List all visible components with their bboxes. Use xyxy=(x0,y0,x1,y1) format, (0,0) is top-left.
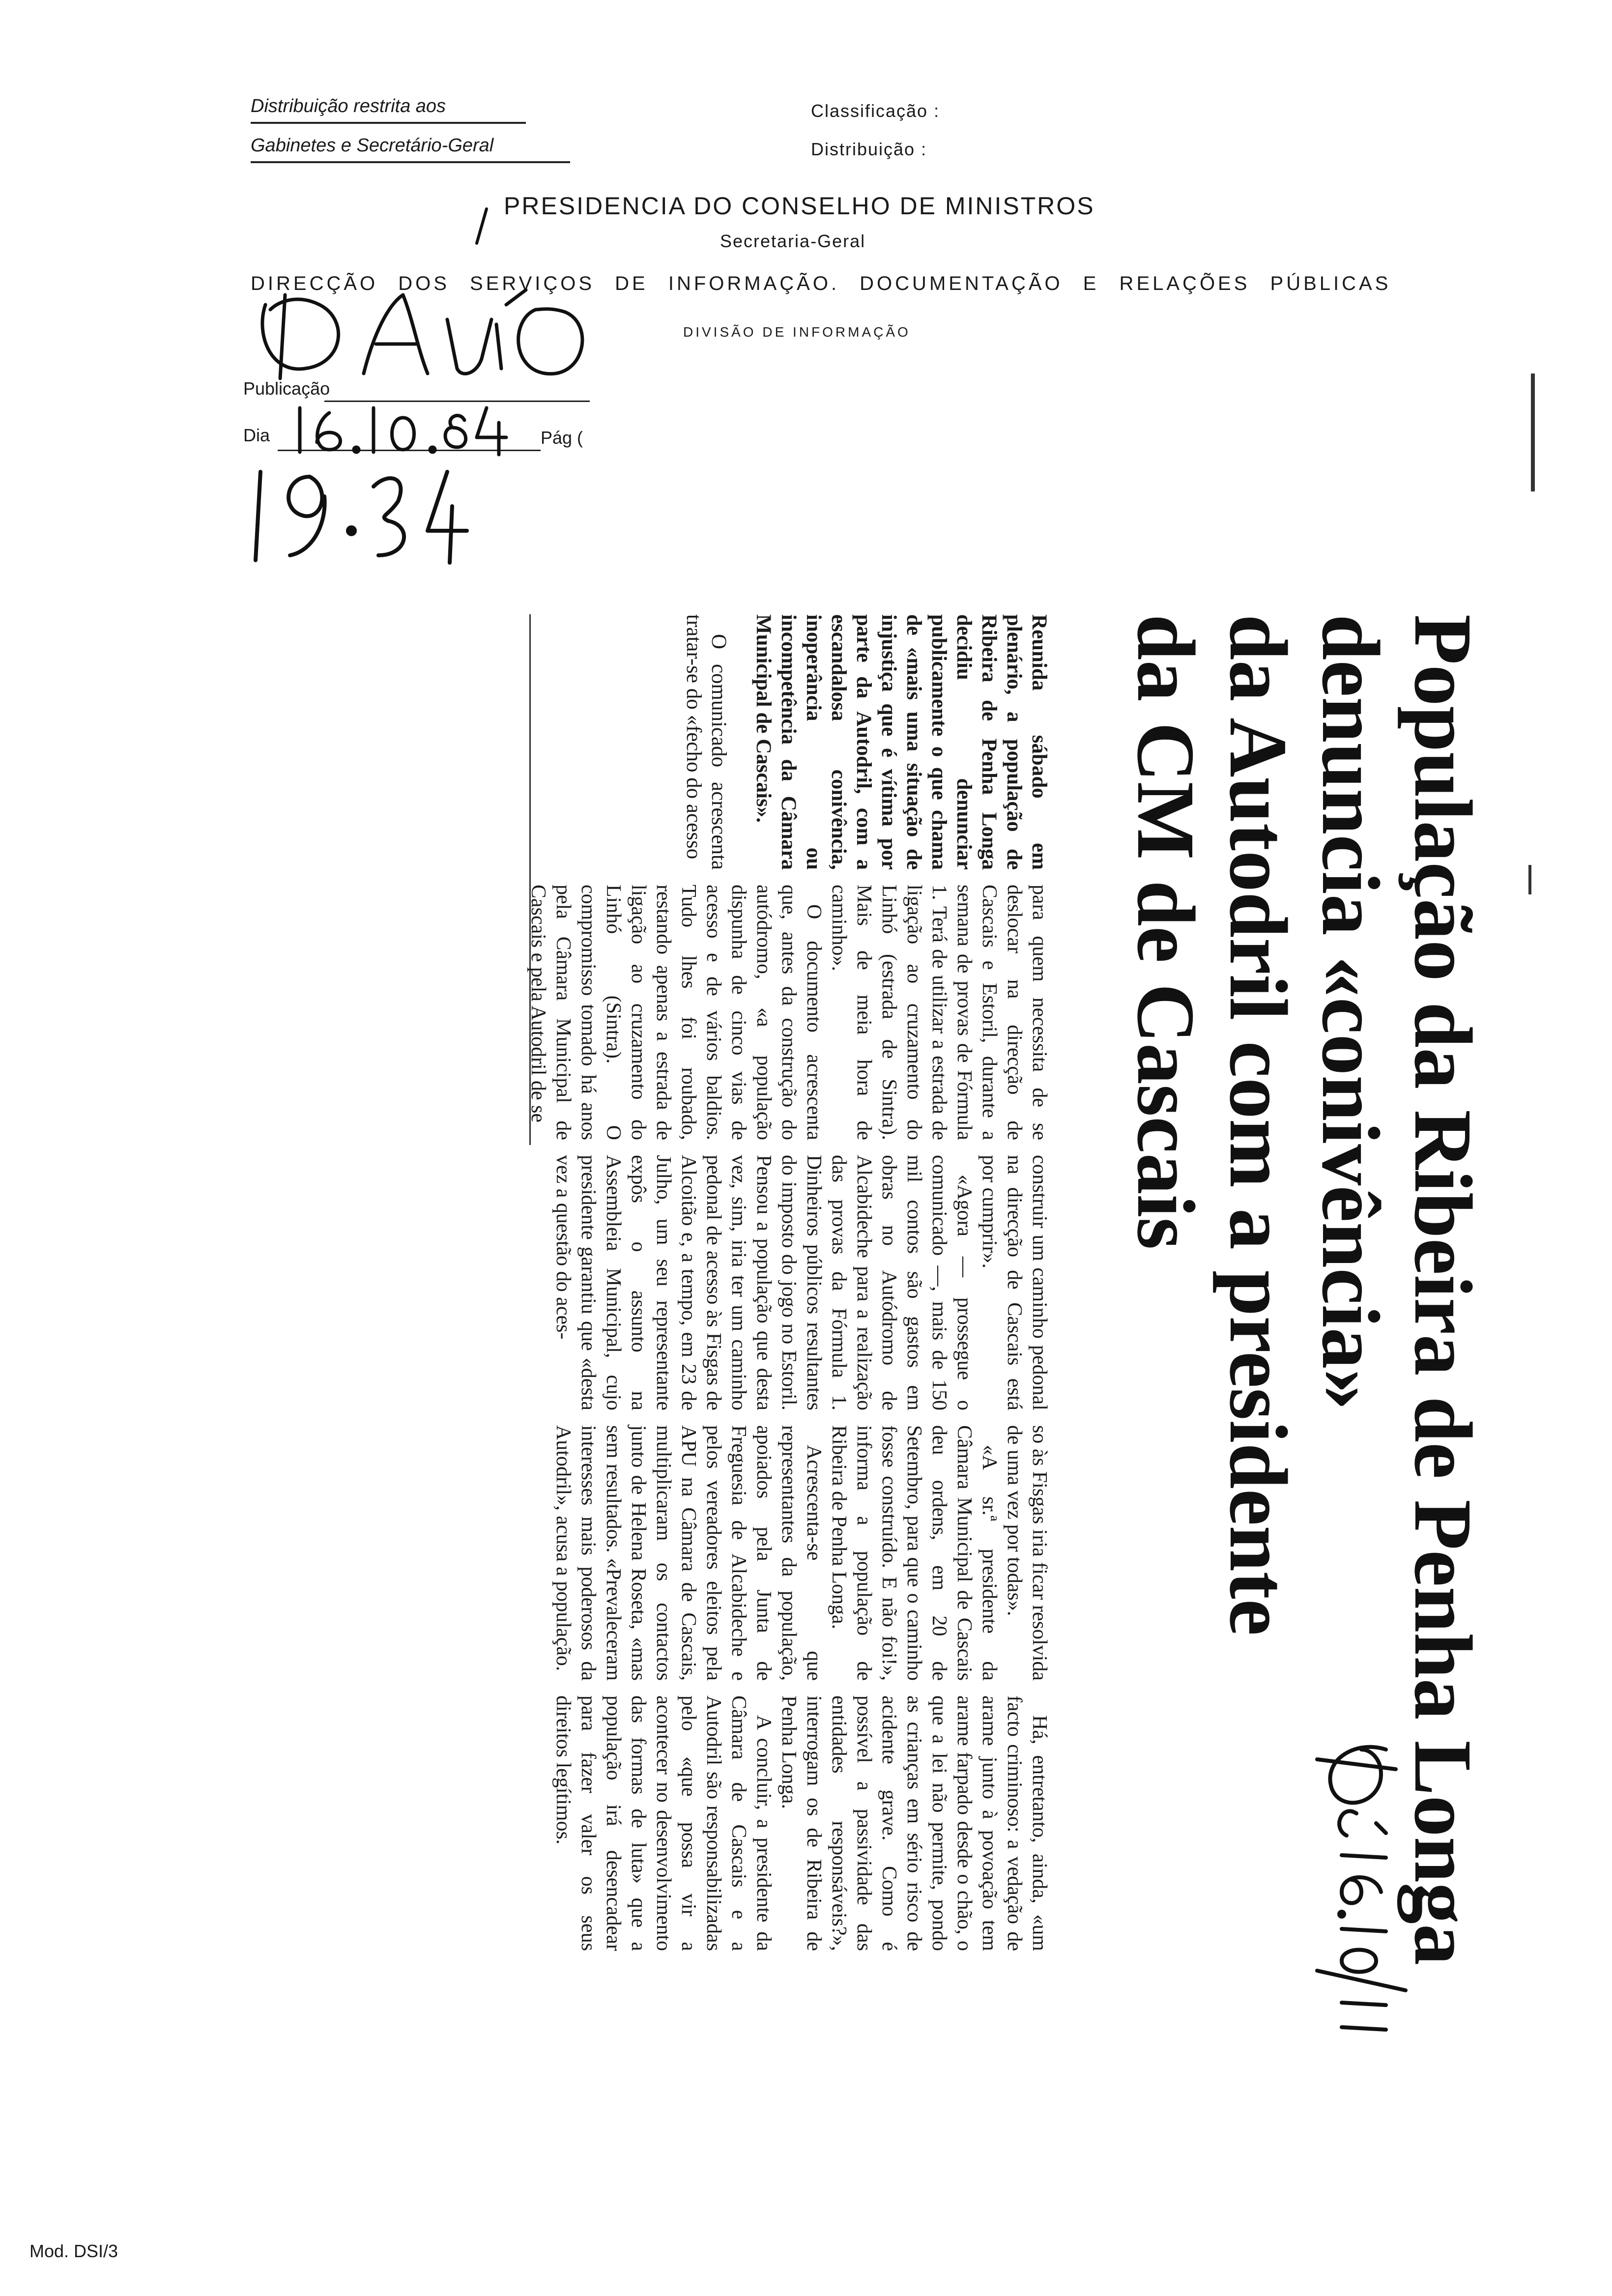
article-column-4 xyxy=(550,1425,1052,1681)
headline-line-4: da CM de Cascais xyxy=(1120,614,1211,1250)
article-paragraph: «A sr.ª presidente da Câmara Municipal de Cascais deu ordens, em 20 de Setembro, para que o caminho fosse construído. E não foi!», informa a população de Ribeira de Penha Longa. xyxy=(828,1425,1001,1681)
handwritten-number-icon xyxy=(241,457,472,570)
article-headline xyxy=(1120,614,1489,1965)
directorate-label: DIRECÇÃO DOS SERVIÇOS DE INFORMAÇÃO. DOCUMENTAÇÃO E RELAÇÕES PÚBLICAS xyxy=(251,273,1391,294)
article-lead: Reunida sábado em plenário, a população de Ribeira de Penha Longa decidiu denunciar publicamente o que chama de «mais uma situação de injustiça que é vítima por parte da Autodril, com a escandalosa conivência, inoperância ou incompetência da Câmara Municipal de Cascais». xyxy=(752,614,1051,870)
article-column-2 xyxy=(525,885,1052,1140)
article-paragraph: O documento acrescenta que, antes da construção do autódromo, «a população dispunha de cinco vias de acesso e de vários baldios. Tudo lhes foi roubado, restando apenas a estrada de ligação ao cruzamento do Linhó (Sintra). O compromisso tomado há anos pela Câmara Municipal de Cascais e pela Autodril de se xyxy=(527,885,825,1140)
headline-line-3: da Autodril com a presidente xyxy=(1212,614,1304,1636)
handwritten-date-icon xyxy=(290,398,536,457)
article-column-5 xyxy=(550,1695,1052,1951)
margin-mark xyxy=(1528,865,1531,894)
handwritten-publication-name-icon xyxy=(251,275,624,388)
article-column-3 xyxy=(550,1155,1052,1410)
distribution-recipients-line: Gabinetes e Secretário-Geral xyxy=(251,135,570,163)
article-paragraph: A concluir, a presidente da Câmara de Cascais e a Autodril são responsabilizadas pelo «que possa vir a acontecer no desenvolvimento das formas de luta» que a população irá desencadear para fazer valer os seus direitos legítimos. xyxy=(552,1695,775,1951)
headline-line-2: denuncia «conivência» xyxy=(1305,614,1396,1410)
article-paragraph: para quem necessita de se deslocar na direcção de Cascais e Estoril, durante a semana de provas de Fórmula 1. Terá de utilizar a estrada de ligação ao cruzamento do Linhó (estrada de Sintra). Mais de meia hora de caminho». xyxy=(828,885,1051,1140)
distribution-restriction-line: Distribuição restrita aos xyxy=(251,96,526,124)
article-paragraph: construir um caminho pedonal na direcção de Cascais está por cumprir». xyxy=(978,1155,1051,1410)
classification-label: Classificação : xyxy=(811,101,940,121)
division-label: DIVISÃO DE INFORMAÇÃO xyxy=(683,324,911,340)
page-label: Pág ( xyxy=(541,428,583,448)
publication-label: Publicação xyxy=(243,378,330,399)
secretariat-label: Secretaria-Geral xyxy=(720,231,866,251)
form-code: Mod. DSI/3 xyxy=(29,2241,118,2261)
article-paragraph: O comunicado acrescenta tratar-se do «fecho do acesso xyxy=(682,614,730,870)
handwritten-annotation-icon xyxy=(1312,1730,1415,2049)
article-paragraph: Há, entretanto, ainda, «um facto criminoso: a vedação de arame junto à povoação tem arame farpado desde o chão, o que a lei não permite, pondo as crianças em sério risco de acidente grave. Como é possível a passividade das entidades responsáveis?», interrogam os de Ribeira de Penha Longa. xyxy=(777,1695,1051,1951)
article-paragraph: so às Fisgas iria ficar resolvida de uma vez por todas». xyxy=(1003,1425,1051,1681)
day-label: Dia xyxy=(243,425,270,445)
organization-title: PRESIDENCIA DO CONSELHO DE MINISTROS xyxy=(504,192,1095,220)
headline-line-1: População da Ribeira de Penha Longa xyxy=(1397,614,1489,1965)
distribution-label: Distribuição : xyxy=(811,139,927,159)
handwritten-mark-icon xyxy=(467,206,496,246)
newspaper-article xyxy=(467,575,1489,2261)
article-column-1 xyxy=(681,614,1052,870)
article-paragraph: Acrescenta-se que representantes da população, apoiados pela Junta de Freguesia de Alcabideche e pelos vereadores eleitos pela APU na Câmara de Cascais, multiplicaram os contactos junto de Helena Roseta, «mas sem resultados. «Prevaleceram interesses mais poderosos da Autodril», acusa a população. xyxy=(552,1425,825,1681)
article-paragraph: «Agora — prossegue o comunicado —, mais de 150 mil contos são gastos em obras no Autódromo de Alcabideche para a realização das provas da Fórmula 1. Dinheiros públicos resultantes do imposto do jogo no Estoril. Pensou a população que desta vez, sim, iria ter um caminho pedonal de acesso às Fisgas de Alcoitão e, a tempo, em 23 de Julho, um seu representante expôs o assunto na Assembleia Municipal, cujo presidente garantiu que «desta vez a questão do aces- xyxy=(552,1155,976,1410)
margin-mark xyxy=(1531,373,1535,491)
